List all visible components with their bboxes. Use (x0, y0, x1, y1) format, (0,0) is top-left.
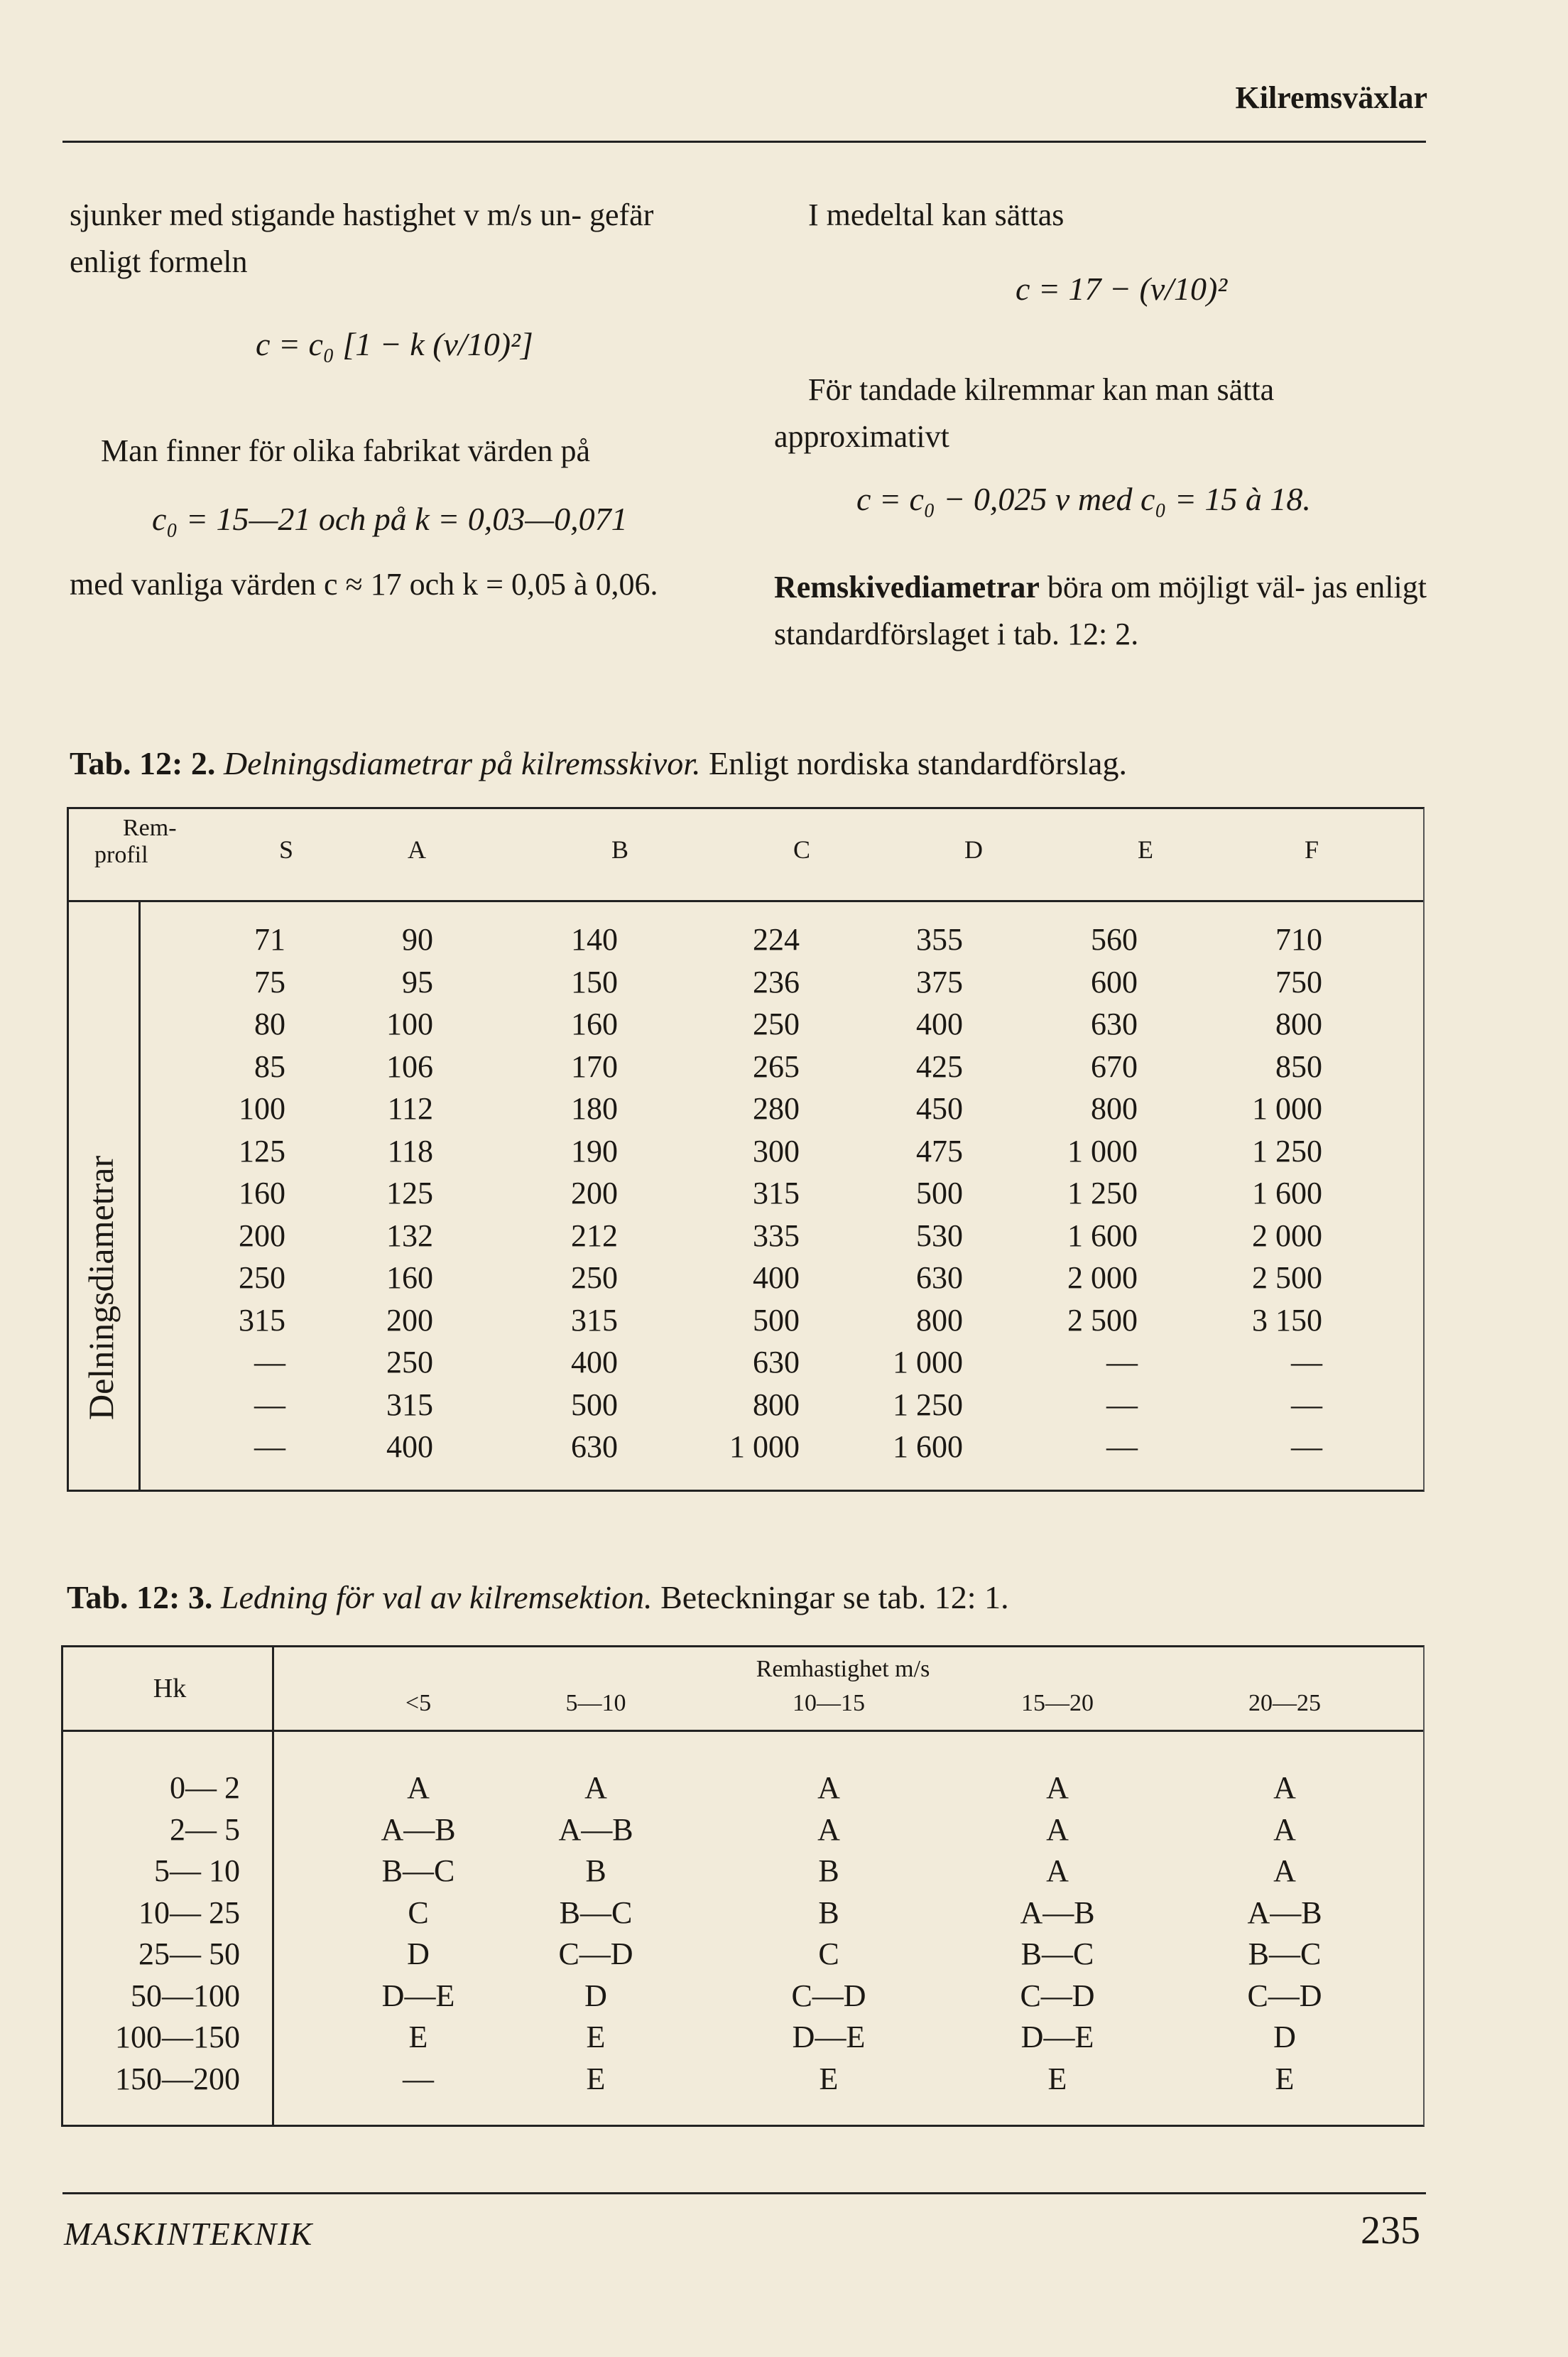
table2-label-divider (138, 900, 141, 1490)
table2-cell: 475 (916, 1133, 963, 1169)
table3-cell: E (1047, 2061, 1067, 2096)
running-title: Kilremsväxlar (1235, 80, 1427, 115)
table2-cell: 140 (571, 922, 618, 957)
table3-caption (67, 1578, 1009, 1616)
table3-col-header: <5 (405, 1690, 432, 1716)
table3-cell: A (407, 1770, 430, 1805)
right-paragraph-2: För tandade kilremmar kan man sätta approximativt (774, 372, 1275, 454)
table3-subtitle: Beteckningar se tab. 12: 1. (660, 1579, 1009, 1615)
table2-cell: 90 (402, 922, 433, 957)
table2-cell: 132 (386, 1218, 433, 1253)
table2-col-header: D (964, 835, 983, 864)
table3-cell: C—D (1020, 1978, 1095, 2013)
table3-cell: D (1273, 2020, 1296, 2054)
table2-cell: 80 (254, 1007, 285, 1041)
table2-cell: 800 (753, 1387, 800, 1422)
table3-cell: A (1046, 1811, 1069, 1847)
right-paragraph-3 (774, 564, 1434, 658)
table2-cell: 500 (571, 1387, 618, 1422)
table2-cell: 1 000 (1067, 1133, 1138, 1169)
table2-col-header: F (1304, 835, 1319, 864)
table2-cell: — (1291, 1387, 1322, 1422)
table2-cell: 200 (386, 1302, 433, 1338)
table3-hk-cell: 10— 25 (138, 1895, 240, 1930)
table3-cell: C—D (1247, 1978, 1322, 2013)
table2-cell: 335 (753, 1218, 800, 1253)
left-paragraph-3: med vanliga värden c ≈ 17 och k = 0,05 à 0,06. (70, 567, 658, 602)
table3-cell: A (584, 1770, 607, 1805)
table3-cell: D (407, 1936, 430, 1971)
table3-cell: B—C (381, 1853, 455, 1888)
table2-cell: 630 (1091, 1007, 1138, 1041)
table2-col-header: E (1138, 835, 1153, 864)
table2-cell: 71 (254, 922, 285, 957)
table3-col-header: 15—20 (1021, 1690, 1094, 1716)
table2-caption (70, 744, 1127, 782)
table3-header-rule (63, 1730, 1423, 1732)
table2-cell: 125 (386, 1176, 433, 1210)
right-paragraph-3-rest: böra om möjligt väl- jas enligt standardförslaget i tab. 12: 2. (774, 570, 1427, 651)
table2-cell: 400 (571, 1345, 618, 1380)
table2-cell: 560 (1091, 922, 1138, 957)
table2-cell: 160 (386, 1260, 433, 1295)
table3-cell: E (586, 2061, 606, 2096)
table3-cell: D—E (792, 2020, 866, 2054)
table2-cell: 630 (916, 1260, 963, 1295)
table3-hk-cell: 150—200 (115, 2061, 240, 2096)
table2-cell: — (1291, 1345, 1322, 1380)
table3-cell: A (1273, 1770, 1296, 1805)
table3-cell: A (817, 1770, 840, 1805)
table2-cell: 3 150 (1252, 1302, 1322, 1338)
table2-subtitle: Enligt nordiska standardförslag. (709, 745, 1127, 781)
table2-cell: 800 (916, 1302, 963, 1338)
table2-cell: 1 000 (729, 1429, 800, 1464)
table3-title: Ledning för val av kilremsektion. (220, 1579, 653, 1615)
table3-cell: C (408, 1895, 429, 1930)
table3-cell: A (1273, 1853, 1296, 1888)
right-formula-2: c = c₀ − 0,025 v med c₀ = 15 à 18. (856, 481, 1311, 517)
table2-cell: 112 (387, 1091, 433, 1126)
table2-cell: 100 (386, 1007, 433, 1041)
left-formula-1: c = c₀ [1 − k (v/10)²] (256, 326, 533, 362)
table2-cell: 212 (571, 1218, 618, 1253)
left-paragraph-2: Man finner för olika fabrikat värden på (101, 433, 591, 468)
table2-cell: 118 (387, 1133, 433, 1169)
table2 (67, 807, 1425, 1492)
table2-cell: 315 (753, 1176, 800, 1210)
table2-cell: 85 (254, 1049, 285, 1084)
table2-cell: 150 (571, 964, 618, 999)
table2-cell: — (254, 1429, 285, 1464)
table2-cell: 224 (753, 922, 800, 957)
table2-cell: 850 (1275, 1049, 1322, 1084)
table3-hk-divider (272, 1647, 274, 2125)
table3-cell: B—C (1248, 1936, 1322, 1971)
table2-col-header: C (793, 835, 811, 864)
table3-cell: A—B (1247, 1895, 1322, 1930)
left-paragraph-1: sjunker med stigande hastighet v m/s un- gefär enligt formeln (70, 197, 654, 279)
table2-cell: 250 (386, 1345, 433, 1380)
table3-cell: A (1046, 1770, 1069, 1805)
table2-cell: 250 (239, 1260, 285, 1295)
table2-cell: 800 (1275, 1007, 1322, 1041)
table2-cell: 236 (753, 964, 800, 999)
table2-col-header: B (611, 835, 629, 864)
table3-cell: A—B (381, 1811, 456, 1847)
table2-cell: 300 (753, 1133, 800, 1169)
footer-rule (62, 2192, 1426, 2194)
table2-cell: 280 (753, 1091, 800, 1126)
table2-cell: 1 600 (1067, 1218, 1138, 1253)
table2-cell: 315 (571, 1302, 618, 1338)
table2-cell: 500 (753, 1302, 800, 1338)
table2-cell: 630 (571, 1429, 618, 1464)
table2-header-rule (69, 900, 1423, 902)
table2-cell: 1 000 (893, 1345, 963, 1380)
table3-cell: B—C (1020, 1936, 1094, 1971)
table2-cell: 160 (571, 1007, 618, 1041)
table2-cell: 800 (1091, 1091, 1138, 1126)
table2-title: Delningsdiametrar på kilremsskivor. (223, 745, 701, 781)
table3-hk-cell: 5— 10 (154, 1853, 240, 1888)
table3-cell: B (585, 1853, 606, 1888)
table2-cell: 530 (916, 1218, 963, 1253)
table2-cell: 1 250 (893, 1387, 963, 1422)
table2-cell: 200 (239, 1218, 285, 1253)
page-number: 235 (1361, 2209, 1420, 2253)
table2-cell: 250 (753, 1007, 800, 1041)
table2-cell: 630 (753, 1345, 800, 1380)
table2-cell: 450 (916, 1091, 963, 1126)
table3-cell: B (818, 1853, 839, 1888)
table3-col-header: 20—25 (1248, 1690, 1321, 1716)
table3-cell: C—D (558, 1936, 633, 1971)
table3-cell: A (1046, 1853, 1069, 1888)
left-formula-2: c₀ = 15—21 och på k = 0,03—0,071 (152, 501, 628, 537)
table2-cell: 1 000 (1252, 1091, 1322, 1126)
table2-cell: — (1106, 1429, 1138, 1464)
table3-cell: C—D (791, 1978, 866, 2013)
table3-col-header: 10—15 (793, 1690, 865, 1716)
table2-cell: 265 (753, 1049, 800, 1084)
table2-cell: 2 000 (1252, 1218, 1322, 1253)
table3-hk-cell: 0— 2 (170, 1770, 240, 1805)
table3-header-hk: Hk (153, 1674, 187, 1703)
table2-cell: 670 (1091, 1049, 1138, 1084)
table2-cell: — (1106, 1345, 1138, 1380)
table3-cell: D—E (1020, 2020, 1094, 2054)
table2-cell: 1 250 (1252, 1133, 1322, 1169)
table3-header-speed: Remhastighet m/s (756, 1656, 930, 1682)
table2-cell: 95 (402, 964, 433, 999)
table2-cell: — (254, 1387, 285, 1422)
table2-cell: 160 (239, 1176, 285, 1210)
table3-cell: B—C (559, 1895, 633, 1930)
table2-cell: 2 500 (1252, 1260, 1322, 1295)
table3-label: Tab. 12: 3. (67, 1579, 213, 1615)
table2-row-label: Delningsdiametrar (81, 1155, 121, 1420)
table3-cell: A (817, 1811, 840, 1847)
table2-cell: 425 (916, 1049, 963, 1084)
table3-col-header: 5—10 (565, 1690, 626, 1716)
table2-cell: 75 (254, 964, 285, 999)
table2-cell: 400 (753, 1260, 800, 1295)
table2-cell: 400 (916, 1007, 963, 1041)
right-formula-1: c = 17 − (v/10)² (1016, 271, 1228, 307)
table2-cell: 750 (1275, 964, 1322, 999)
table2-cell: 170 (571, 1049, 618, 1084)
table3-cell: E (1275, 2061, 1295, 2096)
table2-cell: 1 250 (1067, 1176, 1138, 1210)
table3-cell: D—E (381, 1978, 455, 2013)
table3-cell: A (1273, 1811, 1296, 1847)
table3-hk-cell: 2— 5 (170, 1811, 240, 1847)
table3-cell: A—B (558, 1811, 633, 1847)
table2-header-rem: Rem- (123, 815, 177, 841)
table2-cell: 710 (1275, 922, 1322, 957)
table3-hk-cell: 100—150 (115, 2020, 240, 2054)
table2-label: Tab. 12: 2. (70, 745, 216, 781)
table2-cell: 375 (916, 964, 963, 999)
footer-section: MASKINTEKNIK (64, 2216, 314, 2252)
table3-cell: A—B (1020, 1895, 1095, 1930)
table2-cell: 106 (386, 1049, 433, 1084)
table3-cell: D (584, 1978, 607, 2013)
table2-cell: 315 (239, 1302, 285, 1338)
table3-hk-cell: 25— 50 (138, 1936, 240, 1971)
table3-cell: E (819, 2061, 839, 2096)
remskivediametrar-term: Remskivediametrar (774, 570, 1040, 605)
table2-col-header: S (278, 835, 294, 864)
table3-cell: E (408, 2020, 428, 2054)
table2-col-header: A (408, 835, 426, 864)
table3-cell: E (586, 2020, 606, 2054)
table3 (61, 1645, 1425, 2127)
table2-cell: 1 600 (893, 1429, 963, 1464)
table2-cell: 250 (571, 1260, 618, 1295)
table3-cell: C (818, 1936, 839, 1971)
table2-cell: 200 (571, 1176, 618, 1210)
table2-cell: 355 (916, 922, 963, 957)
table2-cell: 400 (386, 1429, 433, 1464)
table2-cell: 2 500 (1067, 1302, 1138, 1338)
table2-cell: 190 (571, 1133, 618, 1169)
table2-cell: 100 (239, 1091, 285, 1126)
table3-hk-cell: 50—100 (131, 1978, 240, 2013)
table2-cell: 315 (386, 1387, 433, 1422)
table2-header-profil: profil (94, 842, 148, 868)
table2-cell: 180 (571, 1091, 618, 1126)
table2-cell: 1 600 (1252, 1176, 1322, 1210)
table2-cell: — (254, 1345, 285, 1380)
table2-cell: 2 000 (1067, 1260, 1138, 1295)
right-paragraph-1: I medeltal kan sättas (808, 197, 1065, 232)
table2-cell: 500 (916, 1176, 963, 1210)
table2-cell: 125 (239, 1133, 285, 1169)
table3-cell: — (403, 2061, 434, 2096)
header-rule (62, 141, 1426, 143)
table2-cell: — (1291, 1429, 1322, 1464)
table2-cell: 600 (1091, 964, 1138, 999)
table2-cell: — (1106, 1387, 1138, 1422)
table3-cell: B (818, 1895, 839, 1930)
